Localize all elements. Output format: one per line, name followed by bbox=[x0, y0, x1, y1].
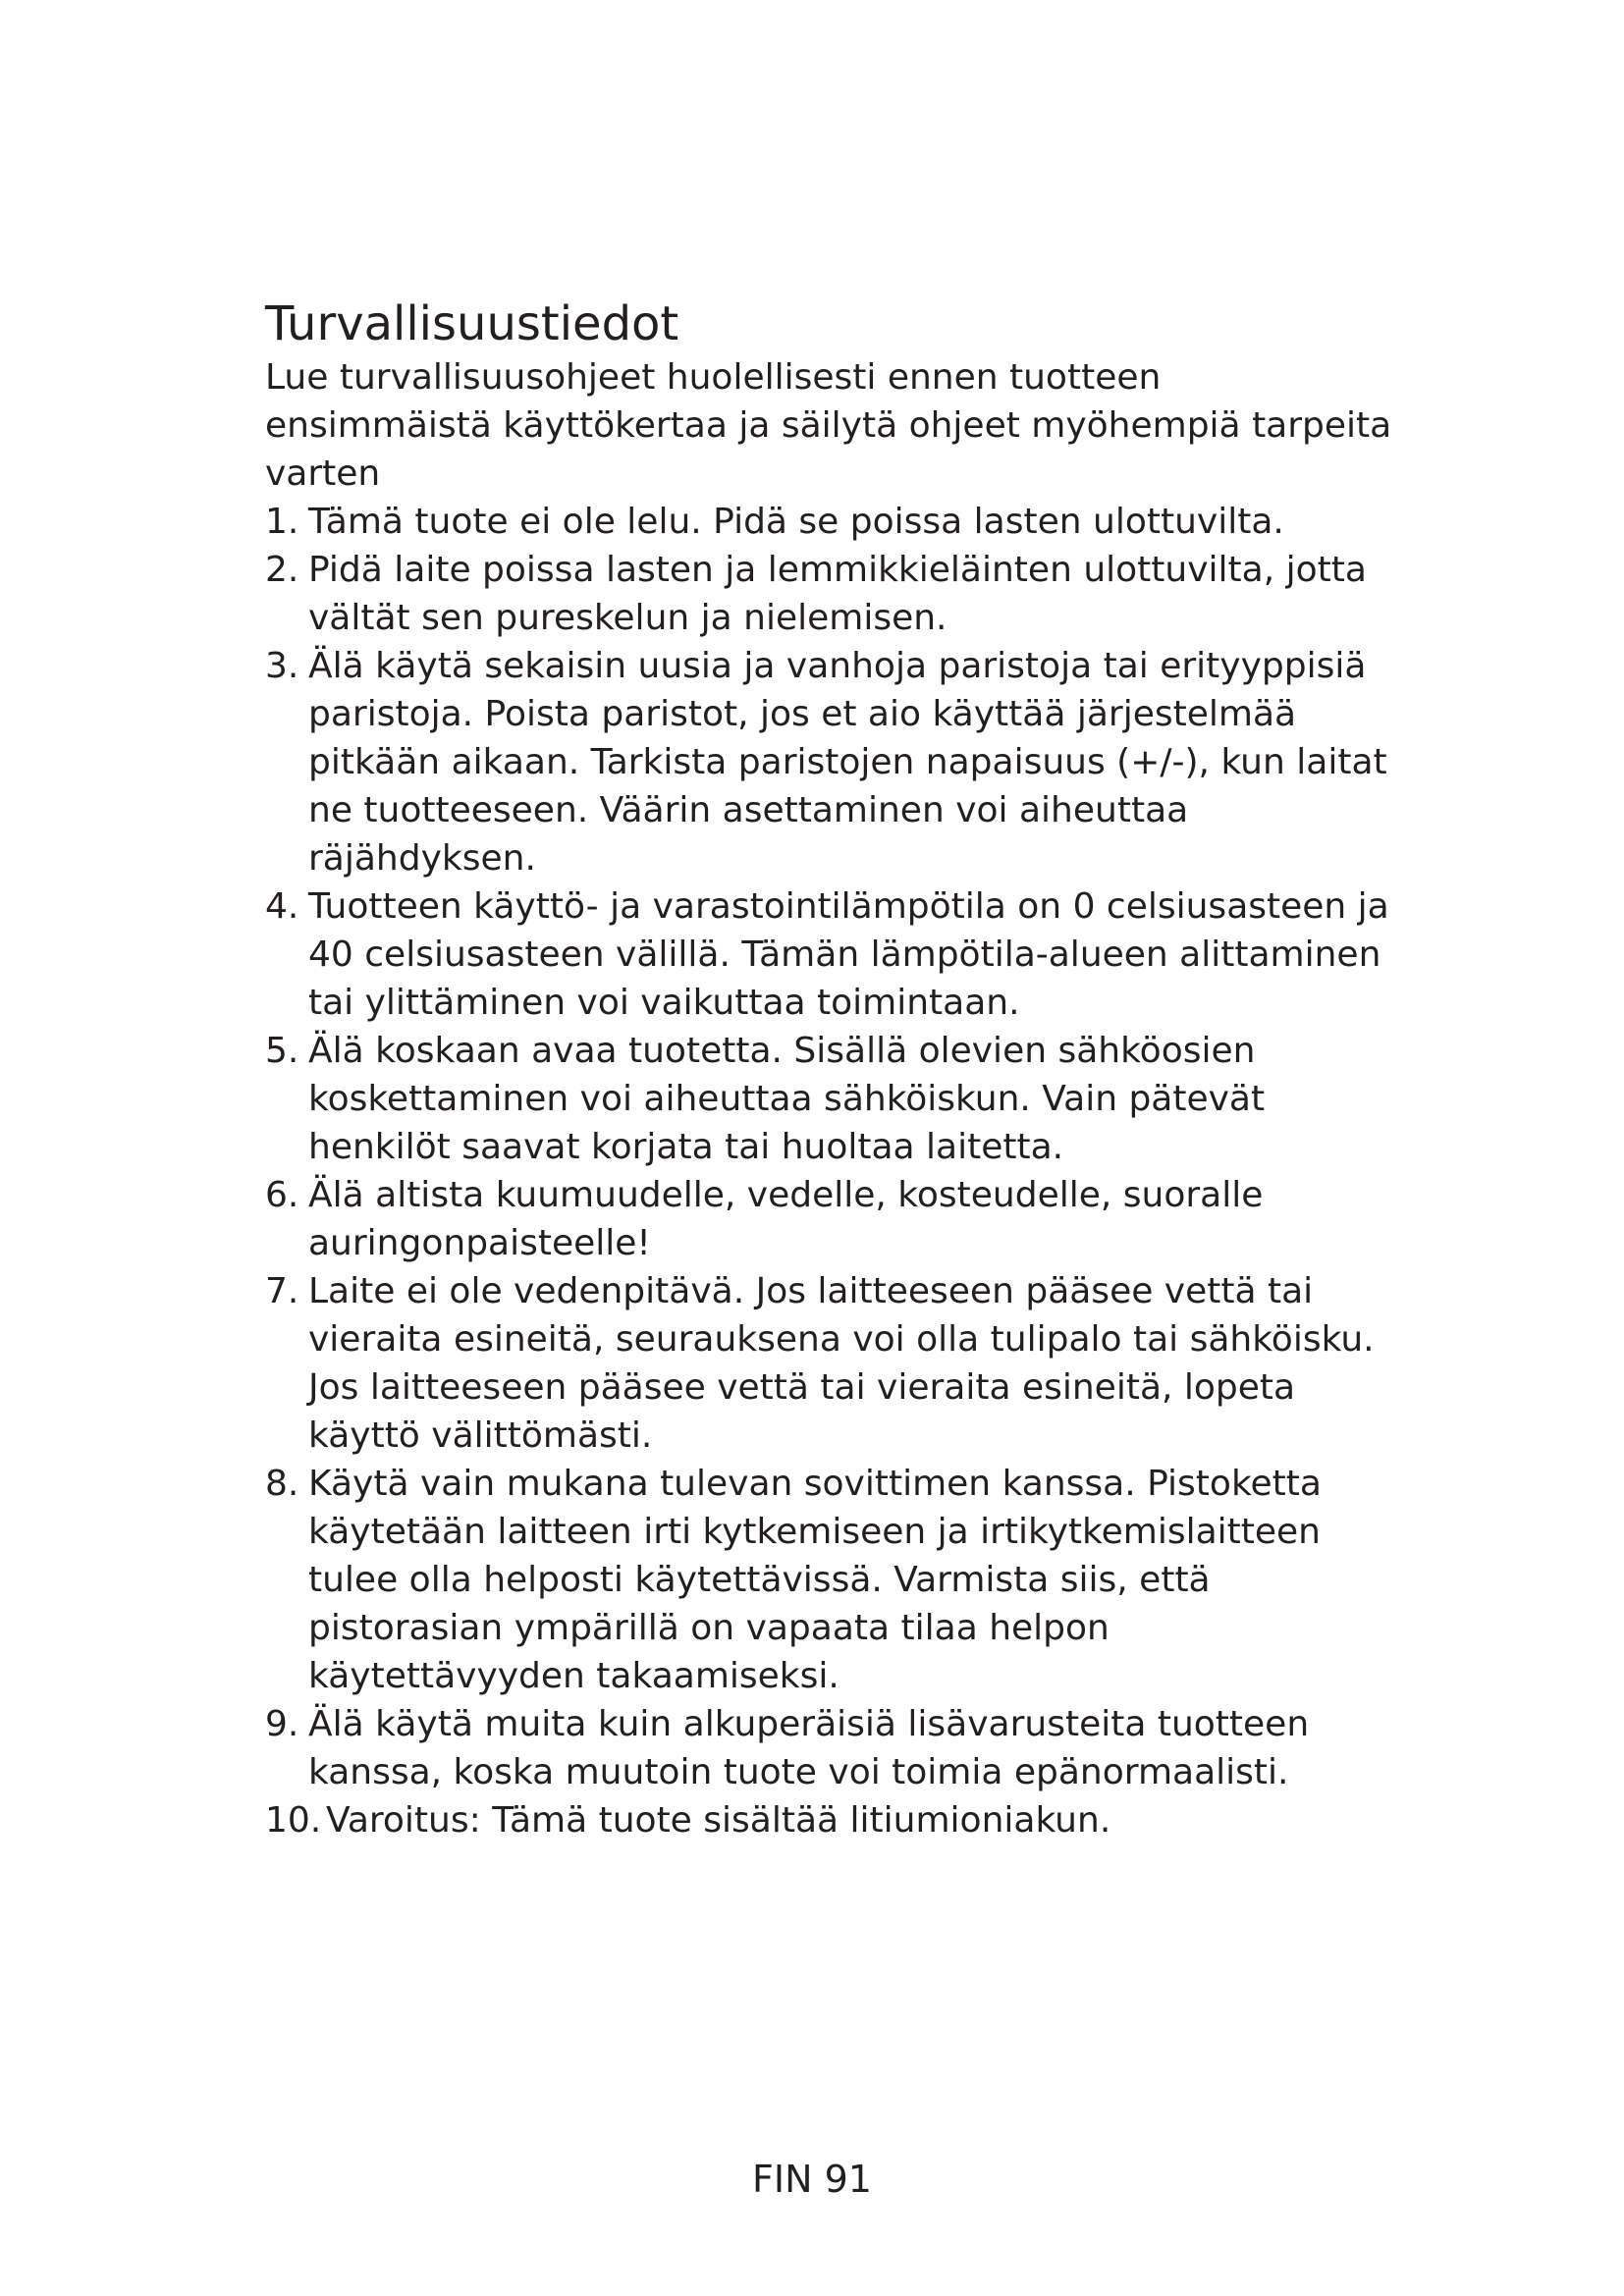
list-item-text: Älä koskaan avaa tuotetta. Sisällä olevien sähköosien koskettaminen voi aiheuttaa sähköiskun. Vain pätevät henkilöt saavat korjata tai huoltaa laitetta. bbox=[308, 1031, 1266, 1167]
list-item-text: Tämä tuote ei ole lelu. Pidä se poissa lasten ulottuvilta. bbox=[308, 502, 1284, 542]
list-item-text: Tuotteen käyttö- ja varastointilämpötila on 0 celsiusasteen ja 40 celsiusasteen välillä. Tämän lämpötila-alueen alittaminen tai ylittäminen voi vaikuttaa toimintaan. bbox=[308, 886, 1389, 1023]
list-item-number: 7. bbox=[265, 1271, 299, 1311]
list-item-text: Älä altista kuumuudelle, vedelle, kosteudelle, suoralle auringonpaisteelle! bbox=[308, 1175, 1264, 1263]
list-item-number: 8. bbox=[265, 1464, 299, 1504]
list-item bbox=[265, 882, 1394, 1027]
safety-list bbox=[265, 498, 1394, 1844]
list-item-number: 6. bbox=[265, 1175, 299, 1215]
list-item-number: 2. bbox=[265, 550, 299, 590]
list-item-number: 4. bbox=[265, 886, 299, 927]
list-item bbox=[265, 546, 1394, 642]
list-item-text: Varoitus: Tämä tuote sisältää litiumioniakun. bbox=[326, 1800, 1111, 1841]
list-item-number: 10. bbox=[265, 1800, 322, 1841]
list-item bbox=[265, 1027, 1394, 1171]
list-item-number: 3. bbox=[265, 646, 299, 686]
list-item-number: 1. bbox=[265, 502, 299, 542]
list-item-text: Älä käytä sekaisin uusia ja vanhoja paristoja tai erityyppisiä paristoja. Poista paristot, jos et aio käyttää järjestelmää pitkään aikaan. Tarkista paristojen napaisuus (+/-), kun laitat ne tuotteeseen. Väärin asettaminen voi aiheuttaa räjähdyksen. bbox=[308, 646, 1387, 879]
list-item bbox=[265, 1796, 1394, 1844]
list-item bbox=[265, 498, 1394, 546]
page-title: Turvallisuustiedot bbox=[265, 296, 679, 351]
list-item-number: 9. bbox=[265, 1704, 299, 1744]
list-item bbox=[265, 1460, 1394, 1700]
list-item-text: Älä käytä muita kuin alkuperäisiä lisävarusteita tuotteen kanssa, koska muutoin tuote voi toimia epänormaalisti. bbox=[308, 1704, 1310, 1792]
safety-section bbox=[265, 294, 1394, 1844]
list-item bbox=[265, 1171, 1394, 1267]
list-item bbox=[265, 1700, 1394, 1796]
list-item-text: Käytä vain mukana tulevan sovittimen kanssa. Pistoketta käytetään laitteen irti kytkemiseen ja irtikytkemislaitteen tulee olla helposti käytettävissä. Varmista siis, että pistorasian ympärillä on vapaata tilaa helpon käytettävyyden takaamiseksi. bbox=[308, 1464, 1322, 1696]
list-item-text: Pidä laite poissa lasten ja lemmikkieläinten ulottuvilta, jotta vältät sen pureskelun ja nielemisen. bbox=[308, 550, 1367, 638]
page-number: FIN 91 bbox=[752, 2158, 872, 2201]
list-item-text: Laite ei ole vedenpitävä. Jos laitteeseen pääsee vettä tai vieraita esineitä, seurauksena voi olla tulipalo tai sähköisku. Jos laitteeseen pääsee vettä tai vieraita esineitä, lopeta käyttö välittömästi. bbox=[308, 1271, 1375, 1456]
intro-paragraph: Lue turvallisuusohjeet huolellisesti ennen tuotteen ensimmäistä käyttökertaa ja säilytä ohjeet myöhempiä tarpeita varten bbox=[265, 357, 1392, 494]
list-item-number: 5. bbox=[265, 1031, 299, 1071]
list-item bbox=[265, 642, 1394, 882]
list-item bbox=[265, 1267, 1394, 1460]
